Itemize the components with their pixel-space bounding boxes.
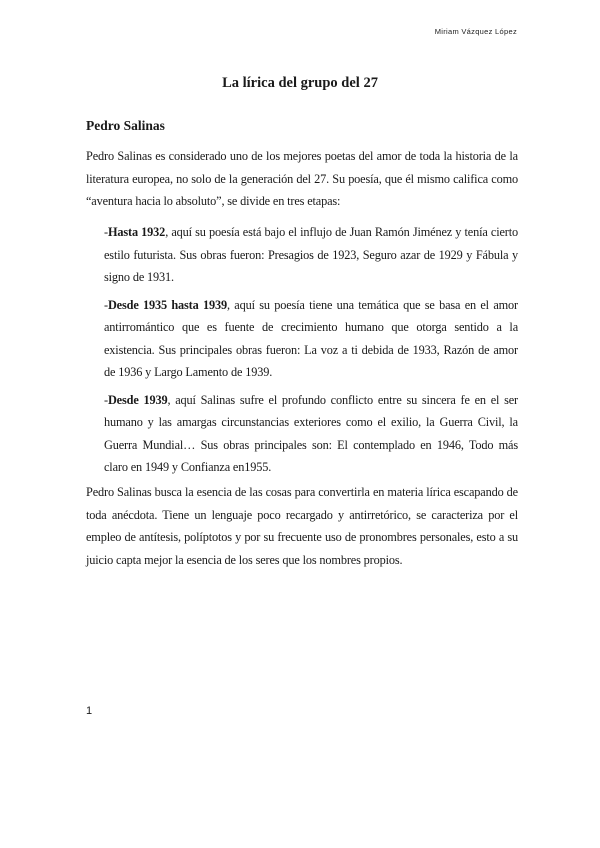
stages-list	[104, 221, 518, 484]
closing-paragraph: Pedro Salinas busca la esencia de las cosas para convertirla en materia lírica escapando de toda anécdota. Tiene un lenguaje poco recargado y antirretórico, se caracteriza por el empleo de antítesis, políptotos y por su frecuente uso de pronombres personales, esto a su juicio capta mejor la esencia de los seres que los nombres propios.	[86, 485, 518, 567]
header-author: Miriam Vázquez López	[434, 27, 517, 36]
stage-label: Hasta 1932	[107, 225, 166, 239]
stage-label: Desde 1939	[107, 392, 168, 407]
intro-paragraph: Pedro Salinas es considerado uno de los mejores poetas del amor de toda la historia de la literatura europea, no solo de la generación del 27. Su poesía, que él mismo califica como “aventura hacia lo absoluto”, se divide en tres etapas:	[86, 149, 518, 208]
stage-label: Desde 1935 hasta 1939	[107, 297, 227, 312]
stage-item-2	[104, 294, 518, 384]
document-title: La lírica del grupo del 27	[222, 75, 378, 91]
section-heading: Pedro Salinas	[86, 118, 165, 133]
page-number: 1	[86, 705, 93, 717]
stage-text: , aquí su poesía tiene una temática que se basa en el amor antirromántico que es fuente de crecimiento humano que otorga sentido a la existencia. Sus principales obras fueron: La voz a ti debida de 1933, Razón de amor de 1936 y Largo Lamento de 1939.	[104, 297, 518, 379]
stage-item-3	[104, 389, 518, 479]
stage-dash: -	[104, 225, 108, 239]
stage-dash: -	[104, 297, 108, 312]
stage-dash: -	[104, 392, 108, 407]
stage-text: , aquí Salinas sufre el profundo conflicto entre su sincera fe en el ser humano y las amargas circunstancias exteriores como el exilio, la Guerra Civil, la Guerra Mundial… Sus obras principales son: El contemplado en 1946, Todo más claro en 1949 y Confianza en1955.	[104, 392, 518, 474]
stage-item-1	[104, 221, 518, 289]
stage-text: , aquí su poesía está bajo el influjo de Juan Ramón Jiménez y tenía cierto estilo futurista. Sus obras fueron: Presagios de 1923, Seguro azar de 1929 y Fábula y signo de 1931.	[104, 225, 519, 284]
